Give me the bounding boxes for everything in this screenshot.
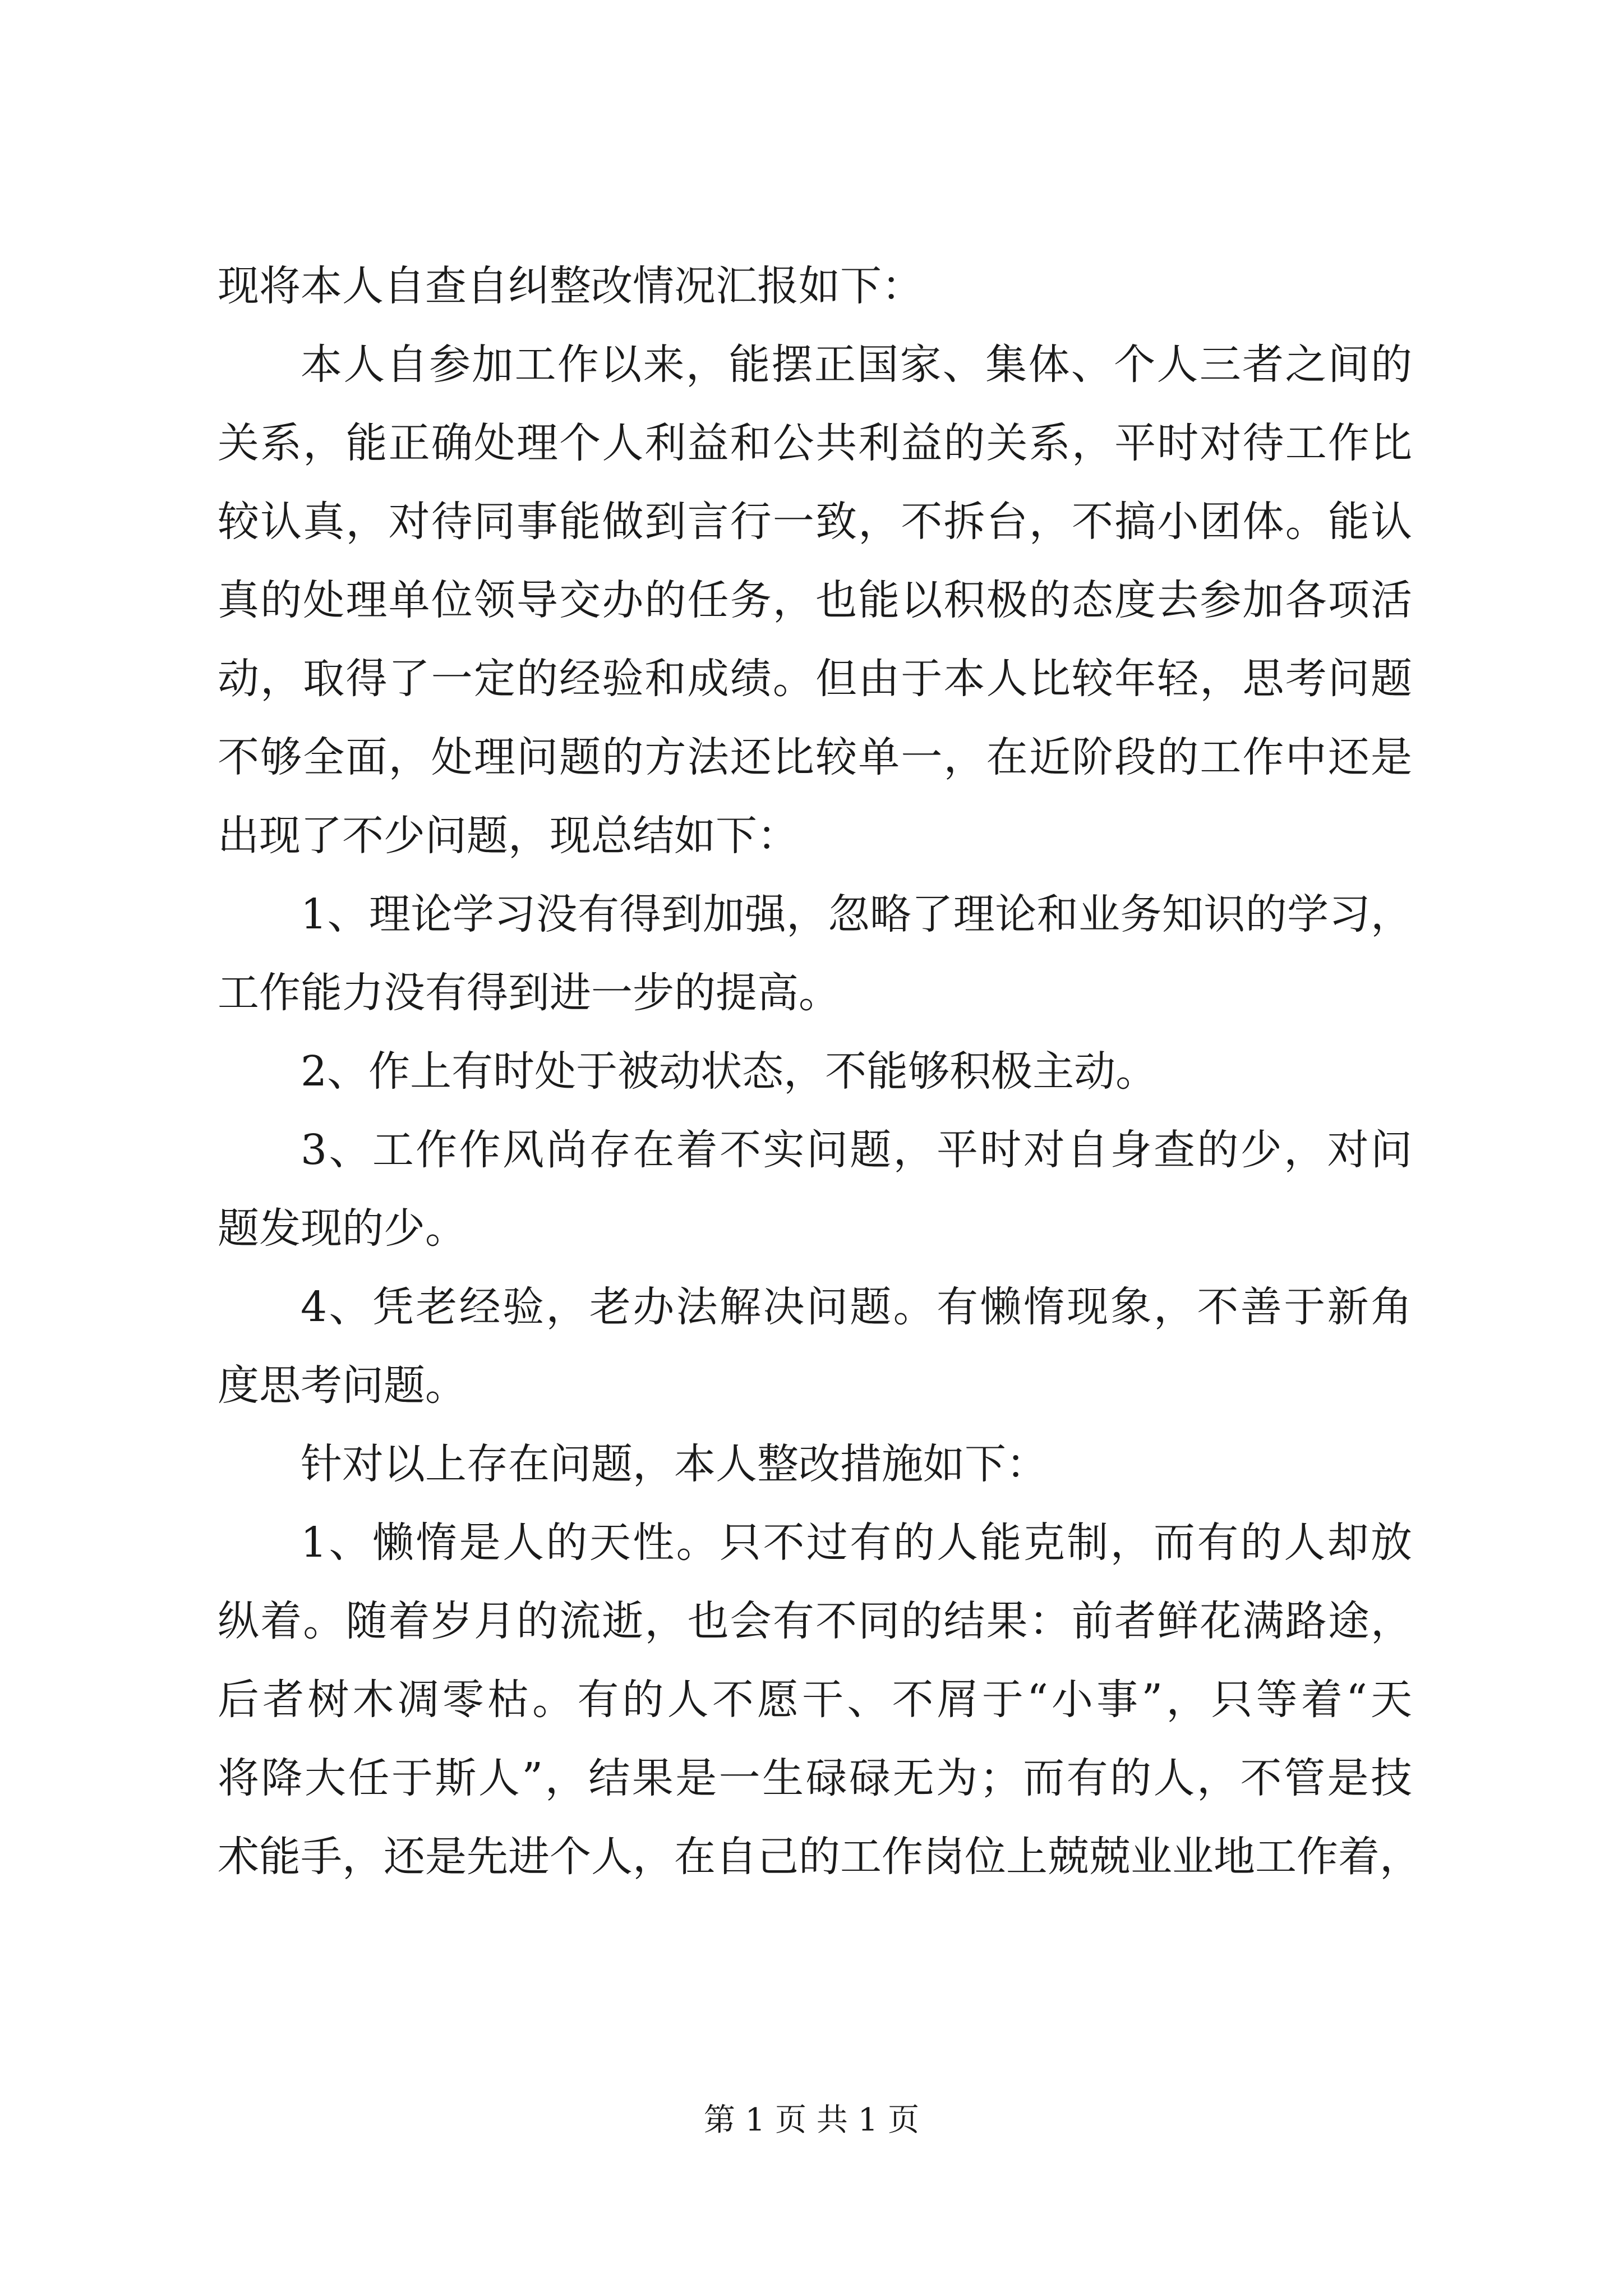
page-footer: 第 1 页 共 1 页 xyxy=(703,2102,920,2138)
text-line: 将降大任于斯人”，结果是一生碌碌无为；而有的人，不管是技 xyxy=(218,1754,1412,1802)
text-line: 关系，能正确处理个人利益和公共利益的关系，平时对待工作比 xyxy=(218,419,1412,467)
text-line: 现将本人自查自纠整改情况汇报如下： xyxy=(218,262,923,310)
text-line: 1、理论学习没有得到加强，忽略了理论和业务知识的学习， xyxy=(301,890,1412,938)
text-line: 针对以上存在问题，本人整改措施如下： xyxy=(301,1440,1048,1488)
text-line: 本人自参加工作以来，能摆正国家、集体、个人三者之间的 xyxy=(301,341,1412,389)
text-line: 动，取得了一定的经验和成绩。但由于本人比较年轻，思考问题 xyxy=(218,655,1412,703)
text-line: 较认真，对待同事能做到言行一致，不拆台，不搞小团体。能认 xyxy=(218,498,1412,546)
text-line: 工作能力没有得到进一步的提高。 xyxy=(218,969,840,1017)
text-line: 后者树木凋零枯。有的人不愿干、不屑于“小事”，只等着“天 xyxy=(218,1676,1412,1724)
text-line: 2、作上有时处于被动状态，不能够积极主动。 xyxy=(301,1047,1158,1096)
text-line: 题发现的少。 xyxy=(218,1204,467,1253)
text-line: 度思考问题。 xyxy=(218,1361,467,1410)
text-line: 出现了不少问题，现总结如下： xyxy=(218,812,799,860)
text-line: 术能手，还是先进个人，在自己的工作岗位上兢兢业业地工作着， xyxy=(218,1833,1421,1881)
text-line: 1、懒惰是人的天性。只不过有的人能克制，而有的人却放 xyxy=(301,1519,1412,1567)
text-line: 不够全面，处理问题的方法还比较单一，在近阶段的工作中还是 xyxy=(218,733,1412,781)
text-line: 纵着。随着岁月的流逝，也会有不同的结果：前者鲜花满路途， xyxy=(218,1597,1412,1645)
text-line: 3、工作作风尚存在着不实问题，平时对自身查的少，对问 xyxy=(301,1126,1412,1174)
text-line: 真的处理单位领导交办的任务，也能以积极的态度去参加各项活 xyxy=(218,576,1412,624)
text-line: 4、凭老经验，老办法解决问题。有懒惰现象，不善于新角 xyxy=(301,1283,1412,1331)
